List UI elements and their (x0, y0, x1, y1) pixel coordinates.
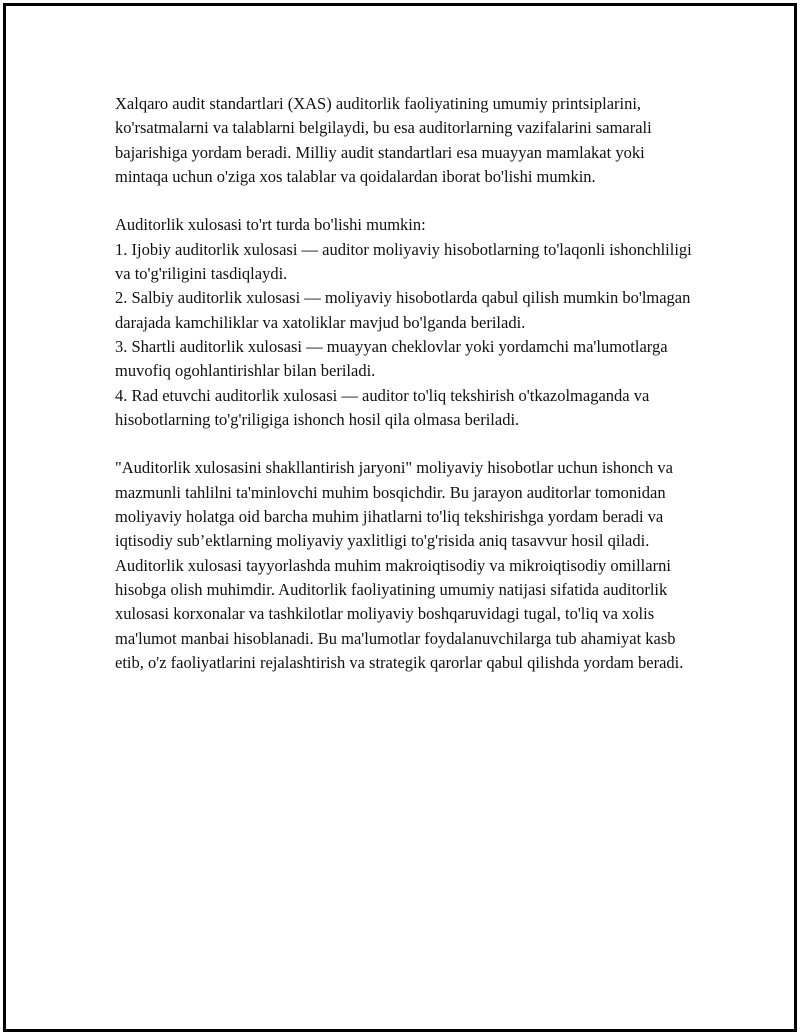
list-item-disclaimer: 4. Rad etuvchi auditorlik xulosasi — auditor to'liq tekshirish o'tkazolmaganda va hisobotlarning to'g'riligiga ishonch hosil qila olmasa beriladi. (115, 385, 650, 429)
paragraph-gap (115, 432, 695, 456)
paragraph-gap (115, 189, 695, 213)
list-item-positive: 1. Ijobiy auditorlik xulosasi — auditor moliyaviy hisobotlarning to'laqonli ishonchliligi va to'g'riligini tasdiqlaydi. (115, 239, 692, 284)
closing-paragraph: "Auditorlik xulosasini shakllantirish jaryoni" moliyaviy hisobotlar uchun ishonch va mazmunli tahlilni ta'minlovchi muhim bosqichdir. Bu jarayon auditorlar tomonidan moliyaviy holatga oid barcha muhim jihatlarni to'liq tekshirishga yordam beradi va iqtisodiy sub’ektlarning moliyaviy yaxlitligi to'g'risida aniq tasavvur hosil qiladi. Auditorlik xulosasi tayyorlashda muhim makroiqtisodiy va mikroiqtisodiy omillarni hisobga olish muhimdir. Auditorlik faoliyatining umumiy natijasi sifatida auditorlik xulosasi korxonalar va tashkilotlar moliyaviy boshqaruvidagi tugal, to'liq va xolis ma'lumot manbai hisoblanadi. Bu ma'lumotlar foydalanuvchilarga tub ahamiyat kasb etib, o'z faoliyatlarini rejalashtirish va strategik qarorlar qabul qilishda yordam beradi. (115, 458, 684, 672)
intro-paragraph: Xalqaro audit standartlari (XAS) auditorlik faoliyatining umumiy printsiplarini, ko'rsatmalarni va talablarni belgilaydi, bu esa auditorlarning vazifalarini samarali bajarishiga yordam beradi. Milliy audit standartlari esa muayyan mamlakat yoki mintaqa uchun o'ziga xos talablar va qoidalardan iborat bo'lishi mumkin. (115, 94, 652, 186)
list-intro: Auditorlik xulosasi to'rt turda bo'lishi mumkin: (115, 215, 426, 235)
list-item-negative: 2. Salbiy auditorlik xulosasi — moliyaviy hisobotlarda qabul qilish mumkin bo'lmagan darajada kamchiliklar va xatoliklar mavjud bo'lganda beriladi. (115, 288, 691, 332)
list-item-conditional: 3. Shartli auditorlik xulosasi — muayyan cheklovlar yoki yordamchi ma'lumotlarga muvofiq ogohlantirishlar bilan beriladi. (115, 336, 668, 381)
document-body (115, 92, 695, 675)
